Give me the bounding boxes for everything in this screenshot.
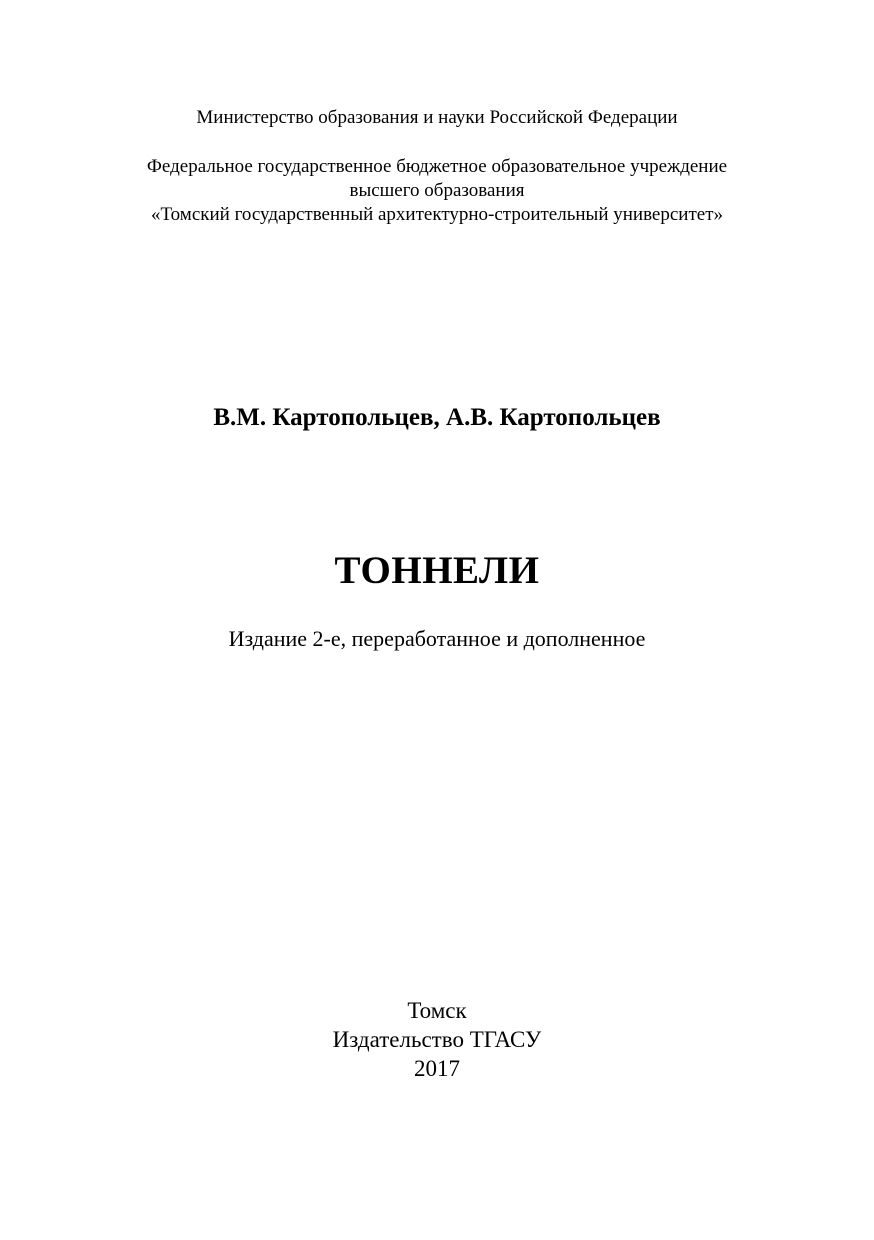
- institution-type-line: Федеральное государственное бюджетное образовательное учреждение: [146, 156, 728, 177]
- imprint-city: Томск: [407, 998, 467, 1023]
- ministry-name: Министерство образования и науки Российской Федерации: [196, 107, 678, 128]
- authors: В.М. Картопольцев, А.В. Картопольцев: [213, 404, 661, 431]
- edition-note: Издание 2-е, переработанное и дополненное: [228, 626, 646, 651]
- institution-level-line: высшего образования: [349, 180, 525, 201]
- imprint-year: 2017: [414, 1056, 460, 1081]
- imprint-publisher: Издательство ТГАСУ: [332, 1027, 542, 1052]
- book-title: ТОННЕЛИ: [334, 549, 540, 592]
- university-name: «Томский государственный архитектурно-строительный университет»: [150, 204, 724, 225]
